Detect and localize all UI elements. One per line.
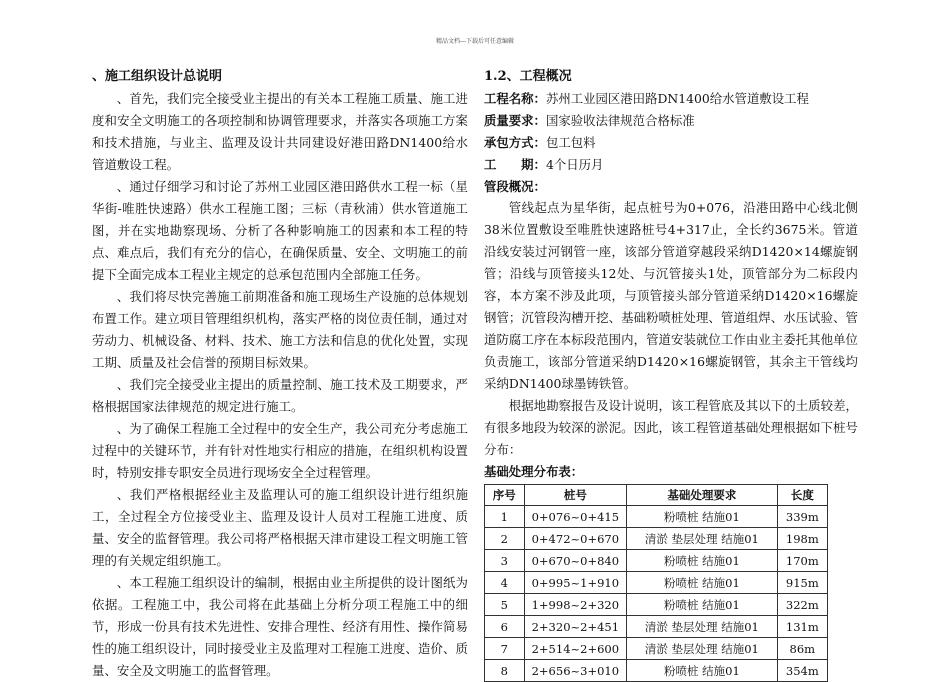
info-label: 工 期： bbox=[484, 157, 546, 172]
table-cell: 0+472~0+670 bbox=[524, 528, 626, 550]
table-cell: 2+320~2+451 bbox=[524, 616, 626, 638]
left-column bbox=[92, 66, 468, 682]
table-cell: 粉喷桩 结施01 bbox=[627, 594, 778, 616]
table-cell: 1 bbox=[485, 506, 525, 528]
info-label: 工程名称： bbox=[484, 91, 546, 106]
info-label: 承包方式： bbox=[484, 135, 546, 150]
column-header: 序号 bbox=[485, 485, 525, 506]
column-header: 长度 bbox=[777, 485, 827, 506]
info-value: 包工包料 bbox=[545, 135, 596, 150]
table-cell: 6 bbox=[485, 616, 525, 638]
paragraph: 管线起点为星华街，起点桩号为0+076，沿港田路中心线北侧38米位置敷设至唯胜快速路桩号4+317止，全长约3675米。管道沿线安装过河钢管一座，该部分管道穿越段采纳D1420×14螺旋钢管；沿线与顶管接头12处、与沉管接头1处，顶管部分为二标段内容，本方案不涉及此项，与顶管接头部分管道采纳D1420×16螺旋钢管；沉管段沟槽开挖、基础粉喷桩处理、管道组焊、水压试验、管道防腐工序在本标段范围内，管道安装就位工作由业主委托其他单位负责施工，该部分管道采纳D1420×16螺旋钢管，其余主干管线均采纳DN1400球墨铸铁管。 bbox=[484, 200, 858, 391]
table-row bbox=[485, 594, 828, 616]
table-cell: 0+076~0+415 bbox=[524, 506, 626, 528]
table-cell: 2+514~2+600 bbox=[524, 638, 626, 660]
table-cell: 339m bbox=[777, 506, 827, 528]
table-cell: 清淤 垫层处理 结施01 bbox=[627, 638, 778, 660]
table-cell: 2 bbox=[485, 528, 525, 550]
table-cell: 1+998~2+320 bbox=[524, 594, 626, 616]
paragraph: 、首先，我们完全接受业主提出的有关本工程施工质量、施工进度和安全文明施工的各项控制和协调管理要求，并落实各项施工方案和技术措施，与业主、监理及设计共同建设好港田路DN1400给水管道敷设工程。 bbox=[92, 91, 468, 172]
table-cell: 7 bbox=[485, 638, 525, 660]
table-cell: 5 bbox=[485, 594, 525, 616]
table-row bbox=[485, 638, 828, 660]
table-cell: 4 bbox=[485, 572, 525, 594]
overview-subtitle: 管段概况： bbox=[484, 179, 546, 194]
table-row bbox=[485, 572, 828, 594]
paragraph: 根据地勘察报告及设计说明，该工程管底及其以下的土质较差，有很多地段为较深的淤泥。因此，该工程管道基础处理根据如下桩号分布： bbox=[484, 398, 858, 457]
section-title-overview: 1.2、工程概况 bbox=[484, 69, 572, 84]
table-row bbox=[485, 506, 828, 528]
info-contract-mode bbox=[484, 132, 858, 154]
paragraph: 、我们完全接受业主提出的质量控制、施工技术及工期要求，严格根据国家法律规范的规定进行施工。 bbox=[92, 377, 468, 414]
table-cell: 粉喷桩 结施01 bbox=[627, 550, 778, 572]
table-cell: 粉喷桩 结施01 bbox=[627, 506, 778, 528]
table-cell: 2+656~3+010 bbox=[524, 660, 626, 682]
info-label: 质量要求： bbox=[484, 113, 546, 128]
table-cell: 170m bbox=[777, 550, 827, 572]
table-cell: 清淤 垫层处理 结施01 bbox=[627, 528, 778, 550]
paragraph: 、通过仔细学习和讨论了苏州工业园区港田路供水工程一标（星华街-唯胜快速路）供水工程施工图；三标（青秋浦）供水管道施工图，并在实地勘察现场、分析了各种影响施工的因素和本工程的特点、难点后，我们有充分的信心，在确保质量、安全、文明施工的前提下全面完成本工程业主规定的总承包范围内全部施工任务。 bbox=[92, 179, 468, 282]
table-cell: 0+670~0+840 bbox=[524, 550, 626, 572]
table-cell: 0+995~1+910 bbox=[524, 572, 626, 594]
table-row bbox=[485, 660, 828, 682]
table-cell: 粉喷桩 结施01 bbox=[627, 572, 778, 594]
table-cell: 粉喷桩 结施01 bbox=[627, 660, 778, 682]
table-cell: 86m bbox=[777, 638, 827, 660]
info-value: 4个日历月 bbox=[545, 157, 604, 172]
column-header: 基础处理要求 bbox=[627, 485, 778, 506]
table-title: 基础处理分布表： bbox=[484, 464, 584, 479]
paragraph: 、为了确保工程施工全过程中的安全生产，我公司充分考虑施工过程中的关键环节，并有针对性地实行相应的措施，在组织机构设置时，特别安排专职安全员进行现场安全全过程管理。 bbox=[92, 421, 468, 480]
right-column bbox=[484, 66, 858, 682]
column-header: 桩号 bbox=[524, 485, 626, 506]
info-value: 国家验收法律规范合格标准 bbox=[545, 113, 695, 128]
table-row bbox=[485, 616, 828, 638]
foundation-table bbox=[484, 484, 828, 682]
table-cell: 131m bbox=[777, 616, 827, 638]
info-value: 苏州工业园区港田路DN1400给水管道敷设工程 bbox=[545, 91, 809, 106]
table-header-row bbox=[485, 485, 828, 506]
paragraph: 、本工程施工组织设计的编制，根据由业主所提供的设计图纸为依据。工程施工中，我公司将在此基础上分析分项工程施工中的细节，形成一份具有技术先进性、安排合理性、经济有用性、操作简易性的施工组织设计，同时接受业主及监理对工程施工进度、造价、质量、安全及文明施工的监督管理。 bbox=[92, 575, 468, 678]
table-row bbox=[485, 550, 828, 572]
paragraph: 、我们严格根据经业主及监理认可的施工组织设计进行组织施工，全过程全方位接受业主、监理及设计人员对工程施工进度、质量、安全的监督管理。我公司将严格根据天津市建设工程文明施工管理的有关规定组织施工。 bbox=[92, 487, 468, 568]
header-note: 精品文档---下载后可任意编辑 bbox=[435, 38, 515, 45]
table-cell: 3 bbox=[485, 550, 525, 572]
table-row bbox=[485, 528, 828, 550]
info-project-name bbox=[484, 88, 858, 110]
info-quality bbox=[484, 110, 858, 132]
table-cell: 8 bbox=[485, 660, 525, 682]
info-duration bbox=[484, 154, 858, 176]
table-cell: 清淤 垫层处理 结施01 bbox=[627, 616, 778, 638]
section-title-general: 、施工组织设计总说明 bbox=[92, 69, 223, 84]
table-cell: 198m bbox=[777, 528, 827, 550]
table-cell: 915m bbox=[777, 572, 827, 594]
table-cell: 354m bbox=[777, 660, 827, 682]
table-cell: 322m bbox=[777, 594, 827, 616]
paragraph: 、我们将尽快完善施工前期准备和施工现场生产设施的总体规划布置工作。建立项目管理组织机构，落实严格的岗位责任制，通过对劳动力、机械设备、材料、技术、施工方法和信息的优化处置，实现工期、质量及社会信誉的预期目标效果。 bbox=[92, 289, 468, 370]
